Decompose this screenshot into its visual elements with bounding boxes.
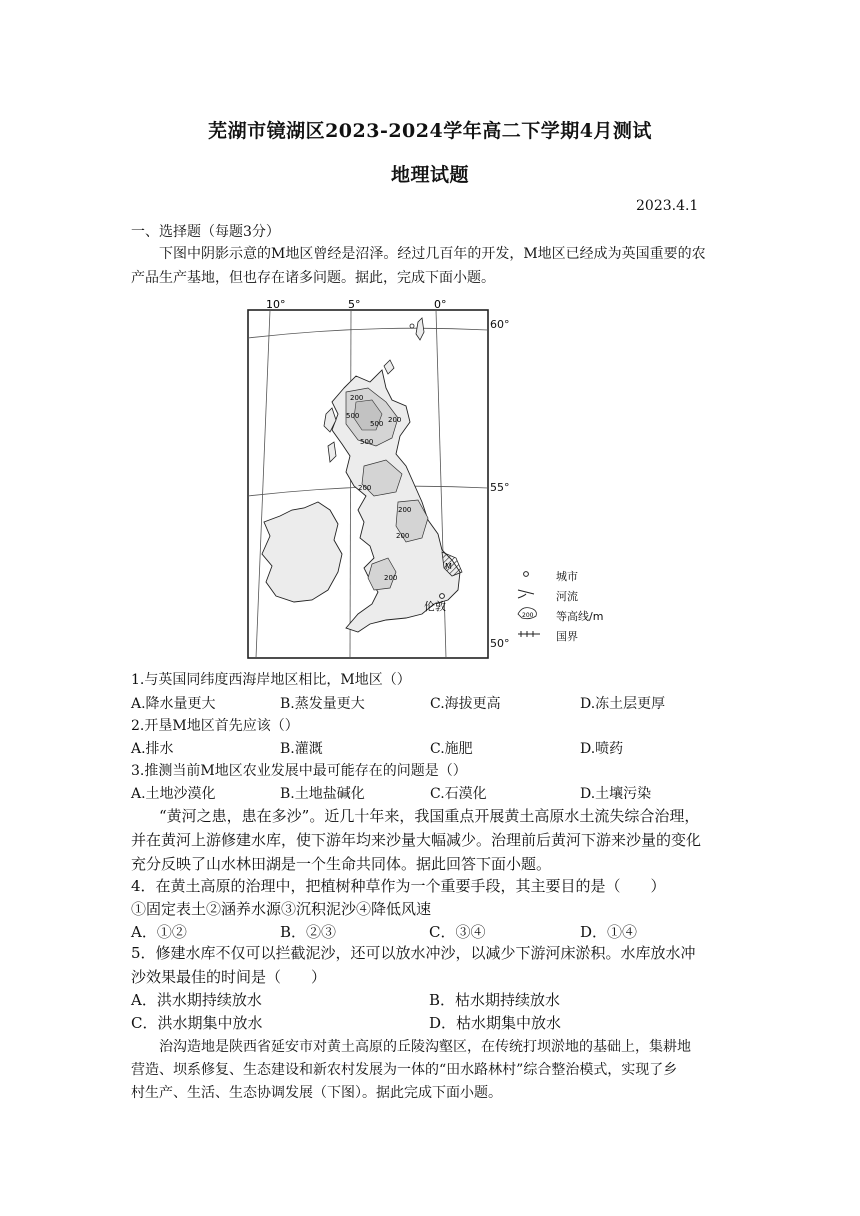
m-area-label: M: [445, 562, 452, 571]
latitude-label: 50°: [490, 637, 510, 650]
option-a: A．①②: [131, 923, 187, 941]
option-c: C．③④: [429, 923, 486, 941]
city-label: 伦敦: [424, 600, 446, 613]
question-stem: 3.推测当前M地区农业发展中最可能存在的问题是（）: [131, 763, 467, 779]
latitude-label: 60°: [490, 318, 510, 331]
option-d: D．枯水期集中放水: [429, 1014, 562, 1032]
option-b: B.土地盐碱化: [280, 786, 365, 802]
longitude-label: 5°: [348, 298, 361, 311]
london-city-dot: [440, 594, 445, 599]
question-stem: 1.与英国同纬度西海岸地区相比，M地区（）: [131, 672, 411, 688]
passage-line: 村生产、生活、生态协调发展（下图）。据此完成下面小题。: [131, 1085, 502, 1101]
option-c: C.施肥: [430, 741, 473, 757]
contour-label: 500: [370, 420, 384, 428]
legend-symbols: [516, 566, 556, 646]
legend-city: 城市: [556, 570, 578, 583]
question-stem: 4．在黄土高原的治理中，把植树种草作为一个重要手段，其主要目的是（ ）: [131, 877, 666, 895]
contour-label: 200: [398, 506, 412, 514]
question-stem: 2.开垦M地区首先应该（）: [131, 718, 299, 734]
passage-line: 下图中阴影示意的M地区曾经是沼泽。经过几百年的开发，M地区已经成为英国重要的农: [159, 246, 706, 262]
passage-line: 产品生产基地，但也存在诸多问题。据此，完成下面小题。: [131, 270, 495, 286]
option-d: D.土壤污染: [580, 786, 652, 802]
contour-label: 200: [350, 394, 364, 402]
contour-label: 200: [384, 574, 398, 582]
legend-border: 国界: [556, 630, 578, 643]
contour-label: 200: [388, 416, 402, 424]
latitude-label: 55°: [490, 481, 510, 494]
exam-date: 2023.4.1: [636, 198, 699, 214]
longitude-label: 10°: [266, 298, 286, 311]
option-c: C．洪水期集中放水: [131, 1014, 263, 1032]
option-b: B．②③: [280, 923, 337, 941]
uk-map-figure: [246, 296, 491, 662]
river-icon: [518, 590, 534, 598]
option-b: B.灌溉: [280, 741, 323, 757]
option-c: C.石漠化: [430, 786, 487, 802]
question-stem: 5．修建水库不仅可以拦截泥沙，还可以放水冲沙，以减少下游河床淤积。水库放水冲: [131, 944, 696, 962]
option-a: A.土地沙漠化: [131, 786, 216, 802]
contour-label: 200: [396, 532, 410, 540]
option-d: D.冻土层更厚: [580, 696, 666, 712]
legend-contour: 等高线/m: [556, 610, 604, 623]
map-legend: [516, 566, 636, 646]
option-b: B．枯水期持续放水: [429, 991, 561, 1009]
passage-line: 并在黄河上游修建水库，使下游年均来沙量大幅减少。治理前后黄河下游来沙量的变化: [131, 831, 702, 849]
contour-label: 200: [358, 484, 372, 492]
page-subtitle: 地理试题: [390, 164, 469, 186]
option-c: C.海拔更高: [430, 696, 501, 712]
option-a: A．洪水期持续放水: [131, 991, 262, 1009]
option-a: A.降水量更大: [131, 696, 216, 712]
question-sub: ①固定表土②涵养水源③沉积泥沙④降低风速: [131, 900, 432, 918]
passage-line: 充分反映了山水林田湖是一个生命共同体。据此回答下面小题。: [131, 855, 552, 873]
option-d: D.喷药: [580, 741, 624, 757]
passage-line: 营造、坝系修复、生态建设和新农村发展为一体的“田水路林村”综合整治模式，实现了乡: [131, 1062, 678, 1078]
contour-label: 500: [346, 412, 360, 420]
passage-line: 治沟造地是陕西省延安市对黄土高原的丘陵沟壑区，在传统打坝淤地的基础上，集耕地: [159, 1039, 691, 1055]
legend-river: 河流: [556, 590, 578, 603]
option-a: A.排水: [131, 741, 174, 757]
option-b: B.蒸发量更大: [280, 696, 365, 712]
legend-contour-sample: 200: [522, 612, 534, 619]
page-title: 芜湖市镜湖区2023-2024学年高二下学期4月测试: [208, 120, 652, 142]
passage-line: “黄河之患，患在多沙”。近几十年来，我国重点开展黄土高原水土流失综合治理，: [159, 807, 700, 825]
contour-label: 500: [360, 438, 374, 446]
section-heading: 一、选择题（每题3分）: [131, 224, 280, 240]
question-stem: 沙效果最佳的时间是（ ）: [131, 968, 327, 986]
option-d: D．①④: [580, 923, 638, 941]
city-icon: [524, 572, 529, 577]
border-icon: [518, 631, 540, 637]
longitude-label: 0°: [434, 298, 447, 311]
